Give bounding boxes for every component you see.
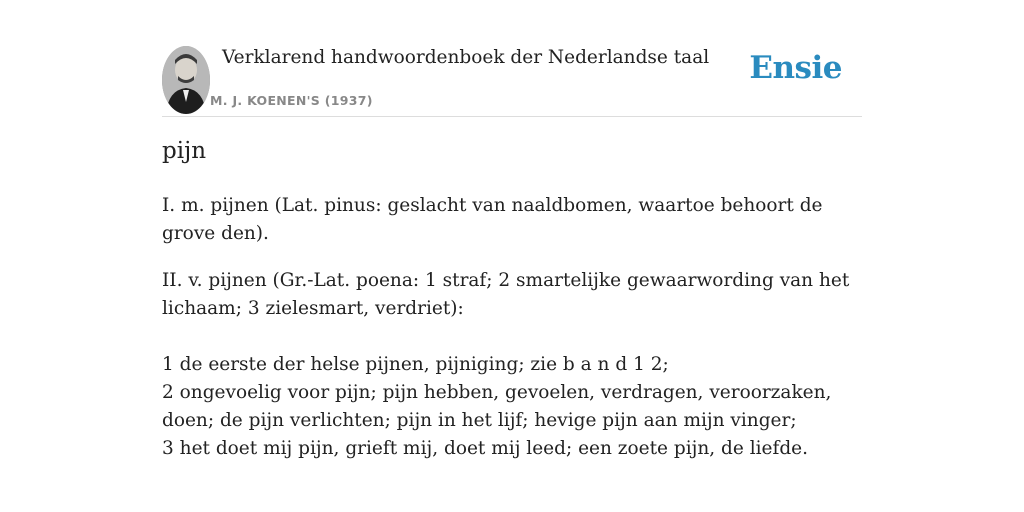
ensie-logo-link[interactable]: Ensie — [749, 50, 842, 86]
example-line-3: 3 het doet mij pijn, grieft mij, doet mij leed; een zoete pijn, de liefde. — [162, 438, 809, 459]
dictionary-author: M. J. KOENEN'S (1937) — [210, 93, 373, 108]
dictionary-title: Verklarend handwoordenboek der Nederlandse taal — [222, 47, 710, 68]
entry-body — [162, 192, 872, 463]
example-line-1: 1 de eerste der helse pijnen, pijniging; zie b a n d 1 2; — [162, 354, 669, 375]
author-portrait — [162, 46, 210, 114]
sense-2: II. v. pijnen (Gr.-Lat. poena: 1 straf; 2 smartelijke gewaarwording van het lichaam; 3 zielesmart, verdriet): — [162, 270, 850, 319]
example-line-2: 2 ongevoelig voor pijn; pijn hebben, gevoelen, verdragen, veroorzaken, doen; de pijn verlichten; pijn in het lijf; hevige pijn aan mijn vinger; — [162, 382, 832, 431]
entry-headword: pijn — [162, 138, 207, 164]
sense-1: I. m. pijnen (Lat. pinus: geslacht van naaldbomen, waartoe behoort de grove den). — [162, 195, 823, 244]
site-header — [162, 44, 862, 117]
